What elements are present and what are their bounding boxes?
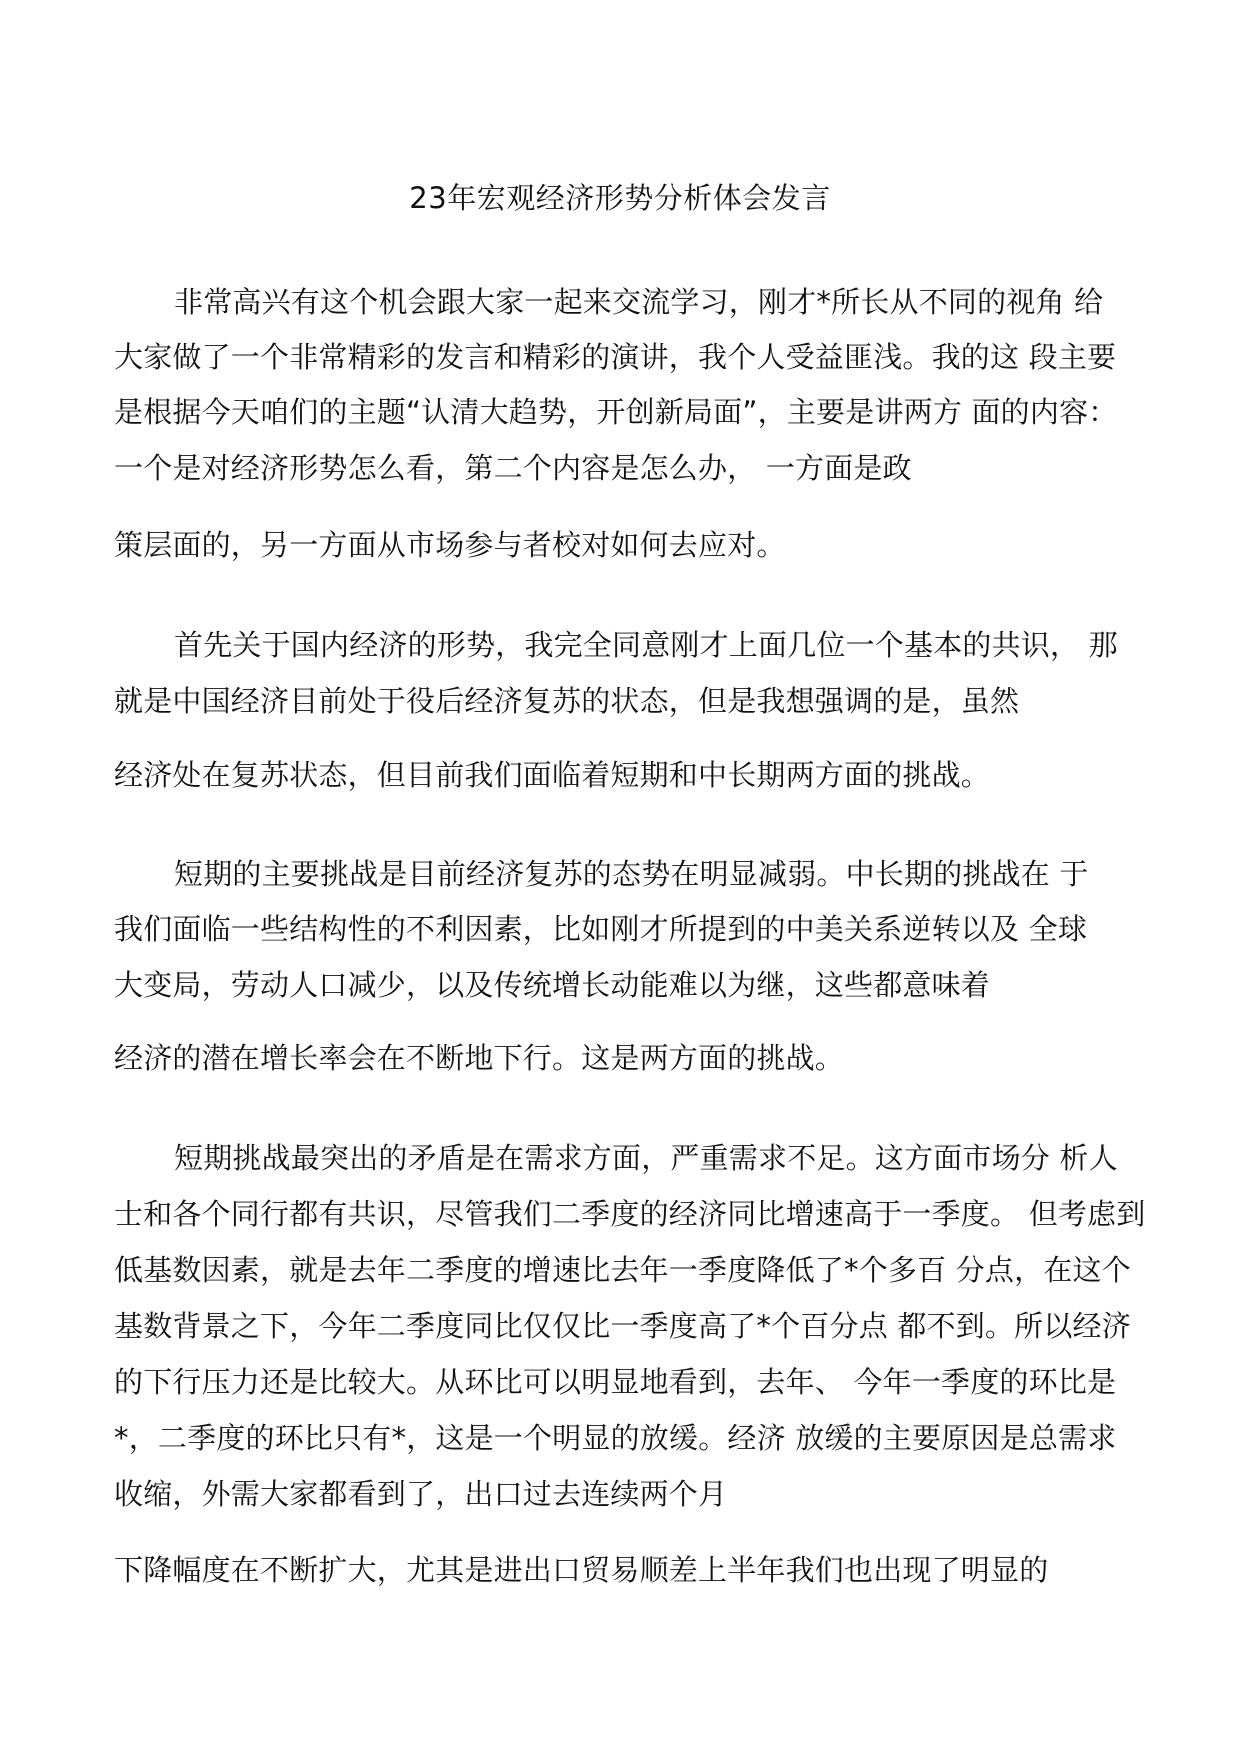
paragraph-line: 大家做了一个非常精彩的发言和精彩的演讲，我个人受益匪浅。我的这 段主要 bbox=[114, 340, 1117, 374]
paragraph-line: 低基数因素，就是去年二季度的增速比去年一季度降低了*个多百 分点，在这个 bbox=[114, 1253, 1131, 1287]
paragraph-line: 就是中国经济目前处于役后经济复苏的状态，但是我想强调的是，虽然 bbox=[114, 684, 1020, 718]
paragraph-line: 收缩，外需大家都看到了，出口过去连续两个月 bbox=[114, 1477, 728, 1511]
paragraph-line: 一个是对经济形势怎么看，第二个内容是怎么办， 一方面是政 bbox=[114, 451, 912, 485]
document-title: 23年宏观经济形势分析体会发言 bbox=[409, 181, 831, 215]
paragraph-line: 首先关于国内经济的形势，我完全同意刚才上面几位一个基本的共识， 那 bbox=[174, 628, 1118, 662]
paragraph-line: 下降幅度在不断扩大，尤其是进出口贸易顺差上半年我们也出现了明显的 bbox=[114, 1553, 1049, 1587]
paragraph-line: 基数背景之下，今年二季度同比仅仅比一季度高了*个百分点 都不到。所以经济 bbox=[114, 1309, 1131, 1343]
paragraph-line: 经济的潜在增长率会在不断地下行。这是两方面的挑战。 bbox=[114, 1041, 845, 1075]
paragraph-line: 策层面的，另一方面从市场参与者校对如何去应对。 bbox=[114, 528, 786, 562]
paragraph-line: 士和各个同行都有共识，尽管我们二季度的经济同比增速高于一季度。 但考虑到 bbox=[114, 1197, 1146, 1231]
paragraph-line: 非常高兴有这个机会跟大家一起来交流学习，刚才*所长从不同的视角 给 bbox=[174, 285, 1104, 319]
paragraph-line: 是根据今天咱们的主题“认清大趋势，开创新局面”，主要是讲两方 面的内容： bbox=[114, 395, 1118, 429]
paragraph-line: 的下行压力还是比较大。从环比可以明显地看到，去年、 今年一季度的环比是 bbox=[114, 1365, 1117, 1399]
paragraph-line: 短期挑战最突出的矛盾是在需求方面，严重需求不足。这方面市场分 析人 bbox=[174, 1141, 1118, 1175]
paragraph-line: 经济处在复苏状态，但目前我们面临着短期和中长期两方面的挑战。 bbox=[114, 758, 991, 792]
paragraph-line: *，二季度的环比只有*，这是一个明显的放缓。经济 放缓的主要原因是总需求 bbox=[114, 1421, 1117, 1455]
paragraph-line: 我们面临一些结构性的不利因素，比如刚才所提到的中美关系逆转以及 全球 bbox=[114, 912, 1088, 946]
paragraph-line: 大变局，劳动人口减少，以及传统增长动能难以为继，这些都意味着 bbox=[114, 968, 991, 1002]
paragraph-line: 短期的主要挑战是目前经济复苏的态势在明显减弱。中长期的挑战在 于 bbox=[174, 857, 1089, 891]
